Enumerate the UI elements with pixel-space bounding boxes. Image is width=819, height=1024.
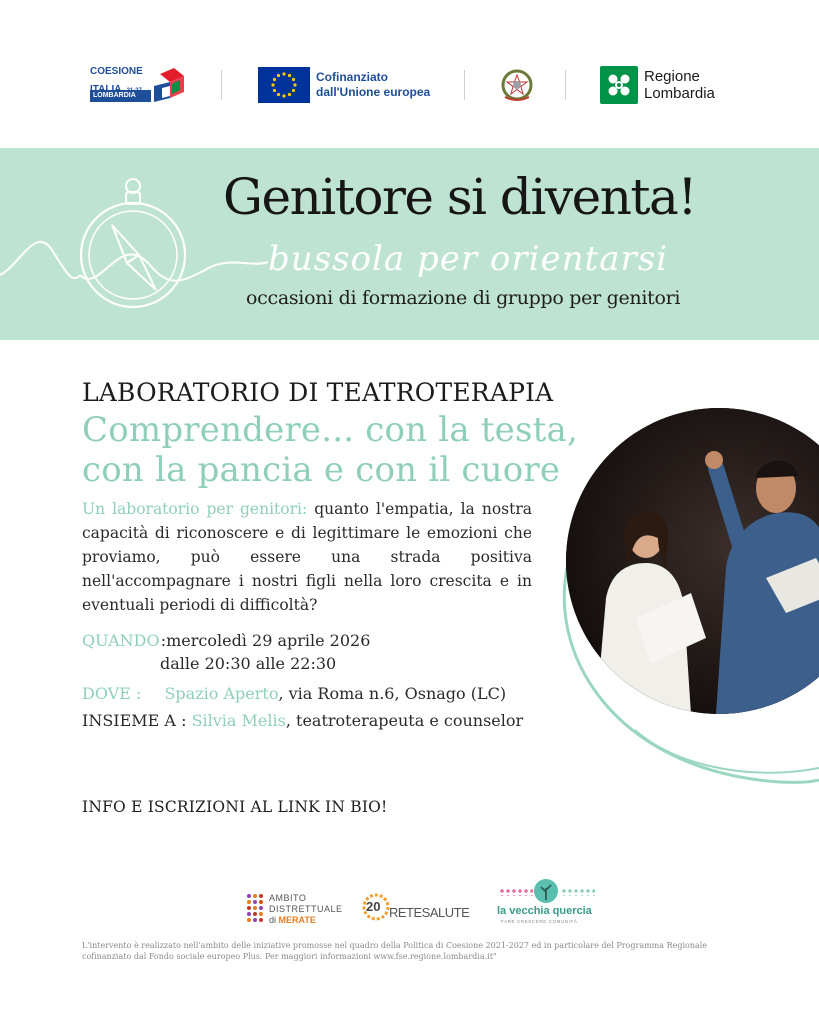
- when-row: [82, 631, 370, 650]
- eu-logo: [258, 67, 438, 103]
- with-name: Silvia Melis: [191, 711, 286, 730]
- emblem-icon: [500, 67, 534, 103]
- dots-decoration: [499, 888, 533, 896]
- coesione-cube-icon: [150, 66, 188, 104]
- when-label: QUANDO: [82, 631, 160, 650]
- page-title: Genitore si diventa!: [223, 168, 696, 226]
- dots-decoration: [561, 888, 595, 896]
- with-role: , teatroterapeuta e counselor: [285, 711, 524, 730]
- tree-icon: [533, 878, 559, 904]
- retesalute-logo: [362, 893, 470, 927]
- event-heading-line2: con la pancia e con il cuore: [82, 450, 561, 490]
- info-link-text: INFO E ISCRIZIONI AL LINK IN BIO!: [82, 798, 388, 816]
- tagline: occasioni di formazione di gruppo per genitori: [246, 287, 681, 309]
- regione-line1: Regione: [644, 68, 700, 85]
- description-lead: Un laboratorio per genitori:: [82, 500, 308, 518]
- ambito-merate: MERATE: [278, 915, 316, 925]
- regione-line2: Lombardia: [644, 85, 715, 102]
- footer-disclaimer: L'intervento è realizzato nell'ambito delle iniziative promosse nel quadro della Politica di Coesione 2021-2027 ed in particolare del Programma Regionale cofinanziato dal Fondo sociale europeo Plus. Per maggiori informazioni www.fse.regione.lombardia.it": [82, 941, 708, 961]
- with-row: [82, 711, 523, 730]
- where-row: [82, 684, 506, 703]
- ambito-di: di: [269, 915, 279, 925]
- dots-grid-icon: [246, 893, 266, 925]
- ambito-line1: AMBITO: [269, 893, 307, 903]
- vecchia-quercia-logo: [497, 878, 597, 926]
- with-label: INSIEME A :: [82, 711, 187, 730]
- when-separator: :: [160, 631, 167, 650]
- eu-line2: dall'Unione europea: [316, 85, 431, 99]
- event-heading-line1: Comprendere... con la testa,: [82, 410, 578, 450]
- logo-separator: [565, 70, 566, 100]
- ambito-logo: [246, 893, 346, 927]
- retesalute-name: RETESALUTE: [389, 905, 470, 920]
- ambito-line2: DISTRETTUALE: [269, 904, 343, 914]
- when-date: mercoledì 29 aprile 2026: [166, 631, 371, 650]
- eu-line1: Cofinanziato: [316, 70, 388, 84]
- coesione-italia-logo: [90, 66, 190, 106]
- where-address: , via Roma n.6, Osnago (LC): [278, 684, 507, 703]
- description-body: quanto l'empatia, la nostra capacità di riconoscere e di legittimare le emozioni che proviamo, può essere una strada positiva nell'accompagnare i nostri figli nella loro crescita e in eventuali periodi di difficoltà?: [82, 500, 532, 614]
- retesalute-number: 20: [366, 899, 381, 914]
- logo-separator: [221, 70, 222, 100]
- quercia-name: la vecchia quercia: [497, 905, 592, 917]
- event-description: [82, 497, 532, 617]
- quercia-motto: FARE CRESCERE COMUNITÀ: [501, 919, 578, 924]
- lombardia-rose-icon: [600, 66, 638, 104]
- when-time: dalle 20:30 alle 22:30: [160, 654, 337, 673]
- page-subtitle: bussola per orientarsi: [268, 239, 669, 279]
- eu-flag-icon: [258, 67, 310, 103]
- where-label: DOVE :: [82, 684, 142, 703]
- regione-lombardia-logo: [600, 66, 740, 104]
- coesione-line1: COESIONE: [90, 66, 143, 77]
- logo-separator: [464, 70, 465, 100]
- ambito-line3: [269, 915, 316, 926]
- coesione-region: LOMBARDIA: [90, 90, 151, 102]
- event-category: LABORATORIO DI TEATROTERAPIA: [82, 378, 554, 407]
- where-place: Spazio Aperto: [164, 684, 279, 703]
